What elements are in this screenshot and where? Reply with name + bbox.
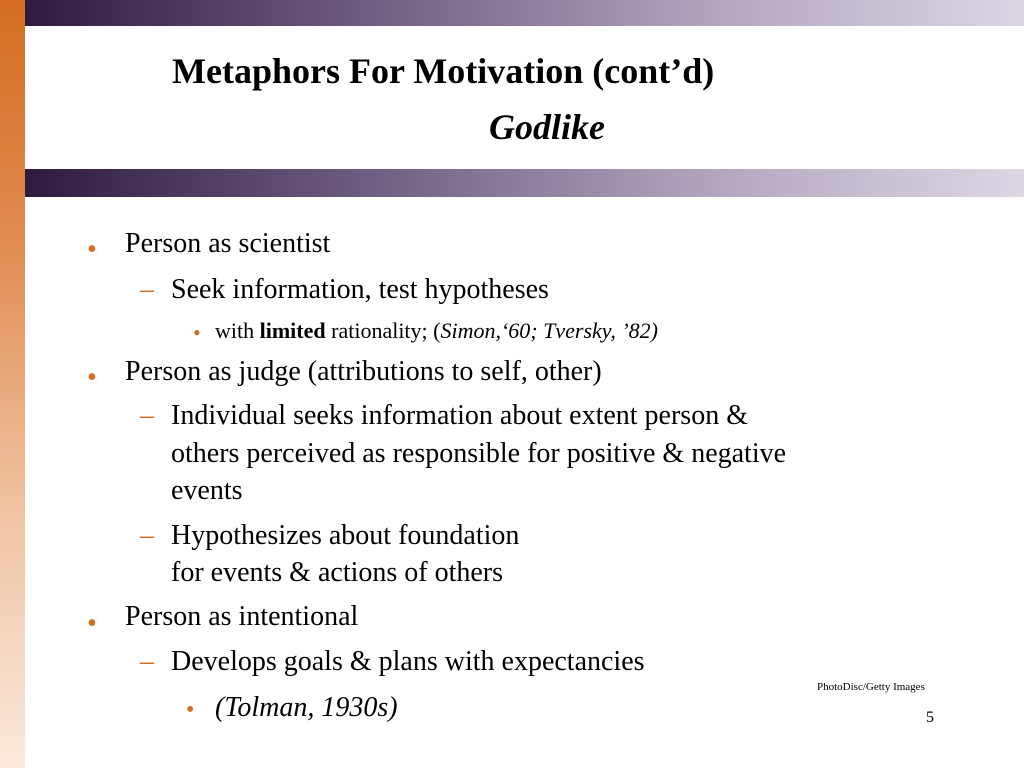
bullet-text: Person as scientist	[125, 228, 331, 259]
bullet-icon: •	[87, 608, 97, 639]
page-number: 5	[926, 709, 934, 726]
photo-credit: PhotoDisc/Getty Images	[817, 681, 925, 693]
dash-icon: –	[140, 274, 154, 305]
left-accent-stripe	[0, 0, 25, 768]
dash-icon: –	[140, 646, 154, 677]
top-gradient-band	[25, 0, 1024, 26]
sub-bullet-text: events	[171, 475, 243, 506]
sub-sub-bullet-text: (Tolman, 1930s)	[215, 692, 398, 723]
slide-subtitle: Godlike	[489, 107, 605, 147]
title-divider-band	[25, 169, 1024, 197]
dash-icon: –	[140, 400, 154, 431]
bullet-text: Person as intentional	[125, 601, 359, 632]
bullet-icon: •	[186, 697, 195, 723]
bullet-text: Person as judge (attributions to self, other)	[125, 356, 602, 387]
sub-bullet-text: Seek information, test hypotheses	[171, 274, 549, 305]
slide-title: Metaphors For Motivation (cont’d)	[172, 51, 715, 91]
bullet-icon: •	[87, 234, 97, 265]
sub-bullet-text: Develops goals & plans with expectancies	[171, 646, 645, 677]
citation-text: Simon,‘60; Tversky, ’82)	[440, 318, 658, 343]
sub-sub-bullet-text	[215, 318, 658, 344]
sub-bullet-text: for events & actions of others	[171, 557, 504, 588]
bullet-icon: •	[87, 362, 97, 393]
text-fragment: with	[215, 318, 260, 343]
bullet-icon: •	[193, 320, 201, 345]
bold-text-fragment: limited	[259, 318, 326, 343]
dash-icon: –	[140, 520, 154, 551]
sub-bullet-text: others perceived as responsible for positive & negative	[171, 438, 787, 469]
sub-bullet-text: Hypothesizes about foundation	[171, 520, 520, 551]
text-fragment: rationality; (	[325, 318, 441, 343]
sub-bullet-text: Individual seeks information about extent person &	[171, 400, 748, 431]
